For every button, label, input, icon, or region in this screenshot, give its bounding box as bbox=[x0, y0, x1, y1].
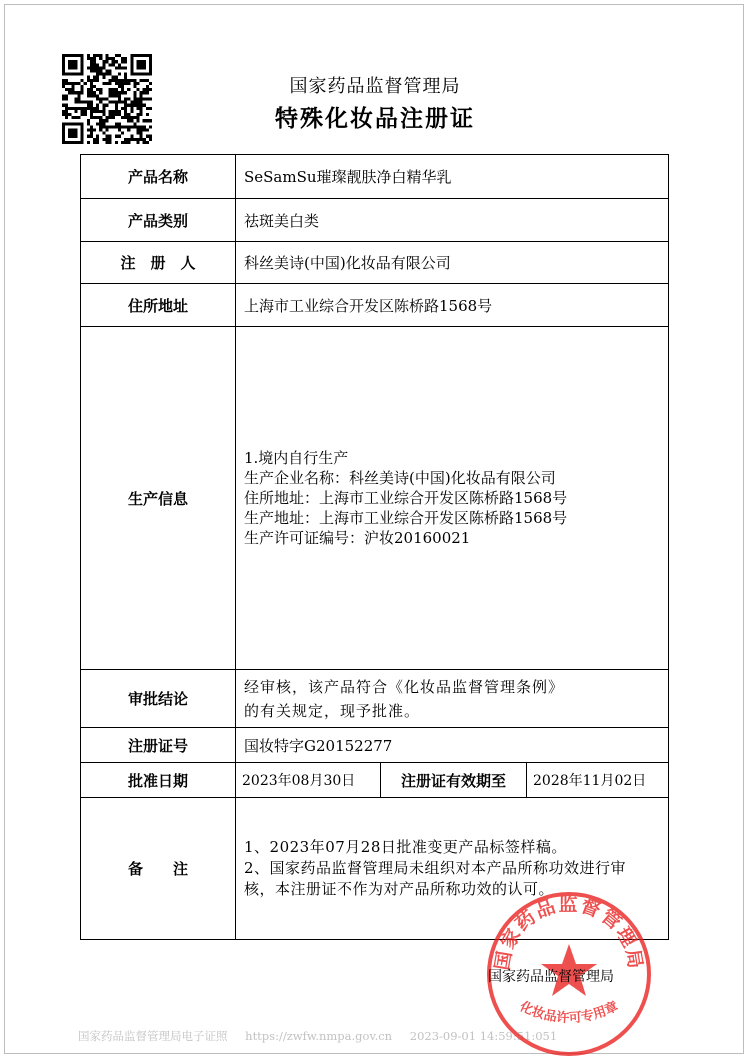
value-product-name: SeSamSu璀璨靓肤净白精华乳 bbox=[236, 155, 669, 199]
production-line: 生产地址：上海市工业综合开发区陈桥路1568号 bbox=[244, 509, 568, 527]
label-approval-date: 批准日期 bbox=[81, 763, 236, 798]
svg-text:化妆品许可专用章 bbox=[516, 998, 620, 1026]
row-category bbox=[81, 199, 669, 242]
row-address bbox=[81, 284, 669, 327]
value-registrant: 科丝美诗(中国)化妆品有限公司 bbox=[236, 242, 669, 284]
label-registrant: 注 册 人 bbox=[81, 242, 236, 284]
label-remarks: 备 注 bbox=[81, 798, 236, 940]
approval-line: 的有关规定，现予批准。 bbox=[244, 701, 421, 720]
label-approval: 审批结论 bbox=[81, 670, 236, 728]
approval-line: 经审核，该产品符合《化妆品监督管理条例》 bbox=[244, 677, 565, 696]
value-valid-until: 2028年11月02日 bbox=[533, 773, 647, 789]
row-approval bbox=[81, 670, 669, 728]
production-line: 1.境内自行生产 bbox=[244, 449, 349, 467]
production-line: 生产企业名称：科丝美诗(中国)化妆品有限公司 bbox=[244, 469, 556, 487]
row-production bbox=[81, 327, 669, 670]
label-production: 生产信息 bbox=[81, 327, 236, 670]
row-product-name bbox=[81, 155, 669, 199]
label-address: 住所地址 bbox=[81, 284, 236, 327]
label-product-name: 产品名称 bbox=[81, 155, 236, 199]
label-category: 产品类别 bbox=[81, 199, 236, 242]
row-reg-no bbox=[81, 728, 669, 763]
dates-cell bbox=[236, 763, 669, 798]
certificate-title: 特殊化妆品注册证 bbox=[275, 106, 475, 132]
remark-line: 1、2023年07月28日批准变更产品标签样稿。 bbox=[244, 838, 567, 856]
agency-title: 国家药品监督管理局 bbox=[289, 76, 461, 97]
remark-line: 2、国家药品监督管理局未组织对本产品所称功效进行审核，本注册证不作为对产品所称功效的认可。 bbox=[244, 859, 627, 898]
issuer-name: 国家药品监督管理局 bbox=[488, 969, 614, 985]
seal-top-text: 国家药品监督管理局 bbox=[491, 893, 647, 972]
seal-bottom-text: 化妆品许可专用章 bbox=[517, 999, 621, 1027]
production-line: 住所地址：上海市工业综合开发区陈桥路1568号 bbox=[244, 489, 568, 507]
value-approval-date: 2023年08月30日 bbox=[236, 763, 381, 797]
production-line: 生产许可证编号：沪妆20160021 bbox=[244, 529, 471, 547]
value-category: 祛斑美白类 bbox=[236, 199, 669, 242]
label-valid-until: 注册证有效期至 bbox=[381, 763, 527, 797]
row-dates bbox=[81, 763, 669, 798]
value-address: 上海市工业综合开发区陈桥路1568号 bbox=[236, 284, 669, 327]
footer-source: 国家药品监督管理局电子证照 bbox=[78, 1029, 228, 1043]
value-approval bbox=[236, 670, 669, 728]
row-registrant bbox=[81, 242, 669, 284]
label-reg-no: 注册证号 bbox=[81, 728, 236, 763]
certificate-table bbox=[80, 154, 669, 940]
footer-timestamp: 2023-09-01 14:59:51:051 bbox=[409, 1029, 558, 1043]
value-reg-no: 国妆特字G20152277 bbox=[236, 728, 669, 763]
footer-url[interactable]: https://zwfw.nmpa.gov.cn bbox=[245, 1029, 393, 1043]
value-production bbox=[236, 327, 669, 670]
